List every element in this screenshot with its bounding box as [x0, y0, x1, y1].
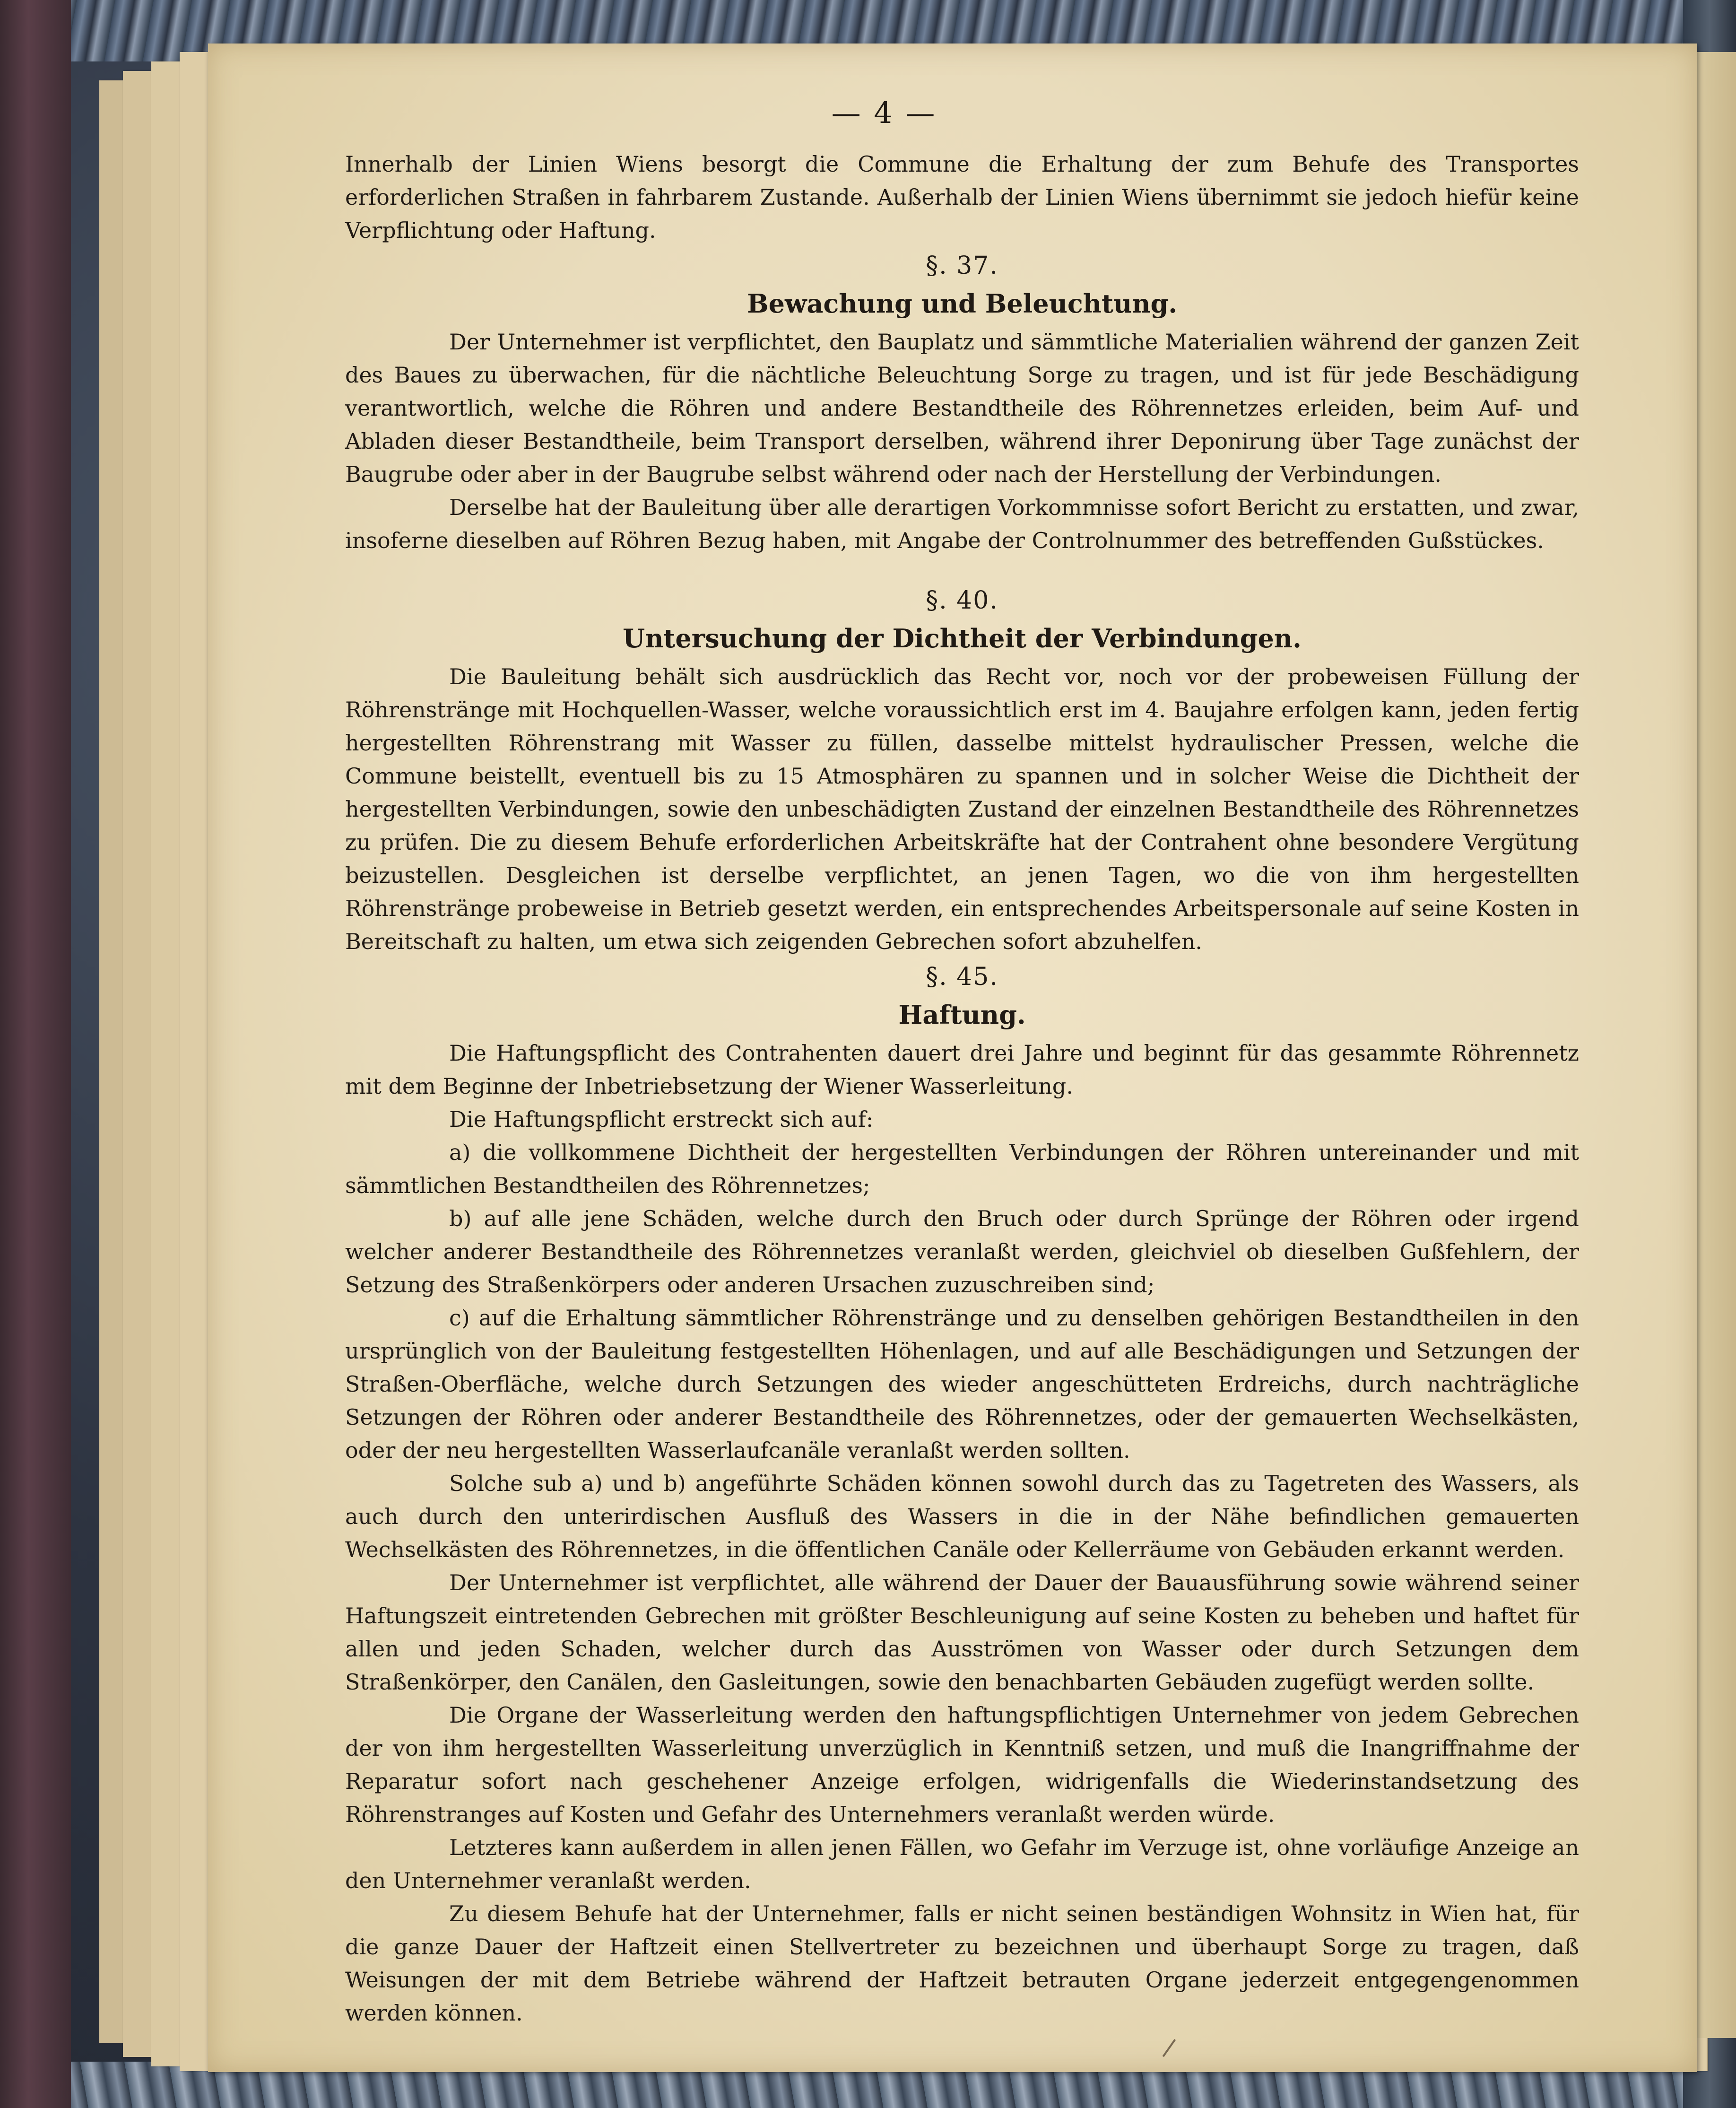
section-paragraph: Der Unternehmer ist verpflichtet, alle während der Dauer der Bauausführung sowie während seiner Haftungszeit eintretenden Gebrechen mit größter Beschleunigung auf seine Kosten zu beheben und haftet für allen und jeden Schaden, welcher durch das Ausströmen von Wasser oder durch Setzungen dem Straßenkörper, den Canälen, den Gasleitungen, sowie den benachbarten Gebäuden zugefügt werden sollte. [345, 1570, 1579, 1695]
book-spine-left [0, 0, 71, 2108]
section-paragraph: Zu diesem Behufe hat der Unternehmer, falls er nicht seinen beständigen Wohnsitz in Wien hat, für die ganze Dauer der Haftzeit einen Stellvertreter zu bezeichnen und überhaupt Sorge zu tragen, daß Weisungen der mit dem Betriebe während der Haftzeit betrauten Organe jederzeit entgegengenommen werden können. [345, 1901, 1579, 2026]
section-paragraph: Die Haftungspflicht erstreckt sich auf: [449, 1106, 874, 1132]
section-spacer [345, 557, 1579, 582]
section-number: §. 37. [926, 252, 998, 280]
section-paragraph: Derselbe hat der Bauleitung über alle derartigen Vorkommnisse sofort Bericht zu erstatten, und zwar, insoferne dieselben auf Röhren Bezug haben, mit Angabe der Controlnummer des betreffenden Gußstückes. [345, 495, 1579, 553]
page-content [345, 148, 1579, 2030]
intro-paragraph: Innerhalb der Linien Wiens besorgt die Commune die Erhaltung der zum Behufe des Transportes erforderlichen Straßen in fahrbarem Zustande. Außerhalb der Linien Wiens übernimmt sie jedoch hiefür keine Verpflichtung oder Haftung. [345, 151, 1579, 243]
section-title: Untersuchung der Dichtheit der Verbindungen. [623, 623, 1302, 653]
section-paragraph: Die Haftungspflicht des Contrahenten dauert drei Jahre und beginnt für das gesammte Röhrennetz mit dem Beginne der Inbetriebsetzung der Wiener Wasserleitung. [345, 1040, 1579, 1099]
list-item: c) auf die Erhaltung sämmtlicher Röhrenstränge und zu denselben gehörigen Bestandtheilen in den ursprünglich von der Bauleitung festgestellten Höhenlagen, und auf alle Beschädigungen und Setzungen der Straßen-Oberfläche, welche durch Setzungen des wieder angeschütteten Erdreichs, durch nachträgliche Setzungen der Röhren oder anderer Bestandtheile des Röhrennetzes, oder der gemauerten Wechselkästen, oder der neu hergestellten Wasserlaufcanäle veranlaßt werden sollten. [345, 1305, 1579, 1463]
pen-stroke-mark [1163, 2039, 1180, 2060]
section-paragraph: Solche sub a) und b) angeführte Schäden können sowohl durch das zu Tagetreten des Wassers, als auch durch den unterirdischen Ausfluß des Wassers in die in der Nähe befindlichen gemauerten Wechselkästen des Röhrennetzes, in die öffentlichen Canäle oder Kellerräume von Gebäuden erkannt werden. [345, 1471, 1579, 1562]
section-paragraph: Der Unternehmer ist verpflichtet, den Bauplatz und sämmtliche Materialien während der ganzen Zeit des Baues zu überwachen, für die nächtliche Beleuchtung Sorge zu tragen, und ist für jede Beschädigung verantwortlich, welche die Röhren und andere Bestandtheile des Röhrennetzes erleiden, beim Auf- und Abladen dieser Bestandtheile, beim Transport derselben, während ihrer Deponirung über Tage zunächst der Baugrube oder aber in der Baugrube selbst während oder nach der Herstellung der Verbindungen. [345, 329, 1579, 487]
section-number: §. 45. [926, 963, 998, 991]
section-title: Bewachung und Beleuchtung. [746, 288, 1178, 319]
list-item: b) auf alle jene Schäden, welche durch den Bruch oder durch Sprünge der Röhren oder irgend welcher anderer Bestandtheile des Röhrennetzes veranlaßt werden, gleichviel ob dieselben Gußfehlern, der Setzung des Straßenkörpers oder anderen Ursachen zuzuschreiben sind; [345, 1206, 1579, 1298]
section-title: Haftung. [898, 1000, 1026, 1030]
section-paragraph: Die Bauleitung behält sich ausdrücklich das Recht vor, noch vor der probeweisen Füllung der Röhrenstränge mit Hochquellen-Wasser, welche voraussichtlich erst im 4. Baujahre erfolgen kann, jeden fertig hergestellten Röhrenstrang mit Wasser zu füllen, dasselbe mittelst hydraulischer Pressen, welche die Commune beistellt, eventuell bis zu 15 Atmosphären zu spannen und in solcher Weise die Dichtheit der hergestellten Verbindungen, sowie den unbeschädigten Zustand der einzelnen Bestandtheile des Röhrennetzes zu prüfen. Die zu diesem Behufe erforderlichen Arbeitskräfte hat der Contrahent ohne besondere Vergütung beizustellen. Desgleichen ist derselbe verpflichtet, an jenen Tagen, wo die von ihm hergestellten Röhrenstränge probeweise in Betrieb gesetzt werden, ein entsprechendes Arbeitspersonale auf seine Kosten in Bereitschaft zu halten, um etwa sich zeigenden Gebrechen sofort abzuhelfen. [345, 664, 1579, 954]
list-item: a) die vollkommene Dichtheit der hergestellten Verbindungen der Röhren untereinander und mit sämmtlichen Bestandtheilen des Röhrennetzes; [345, 1140, 1579, 1198]
document-page [208, 44, 1697, 2072]
page-number: — 4 — [831, 96, 937, 130]
section-number: §. 40. [926, 586, 998, 615]
section-paragraph: Letzteres kann außerdem in allen jenen Fällen, wo Gefahr im Verzuge ist, ohne vorläufige Anzeige an den Unternehmer veranlaßt werden. [345, 1835, 1579, 1893]
facing-page-edge [1697, 52, 1736, 2038]
section-paragraph: Die Organe der Wasserleitung werden den haftungspflichtigen Unternehmer von jedem Gebrechen der von ihm hergestellten Wasserleitung unverzüglich in Kenntniß setzen, und muß die Inangriffnahme der Reparatur sofort nach geschehener Anzeige erfolgen, widrigenfalls die Wiederinstandsetzung des Röhrenstranges auf Kosten und Gefahr des Unternehmers veranlaßt werden würde. [345, 1702, 1579, 1827]
